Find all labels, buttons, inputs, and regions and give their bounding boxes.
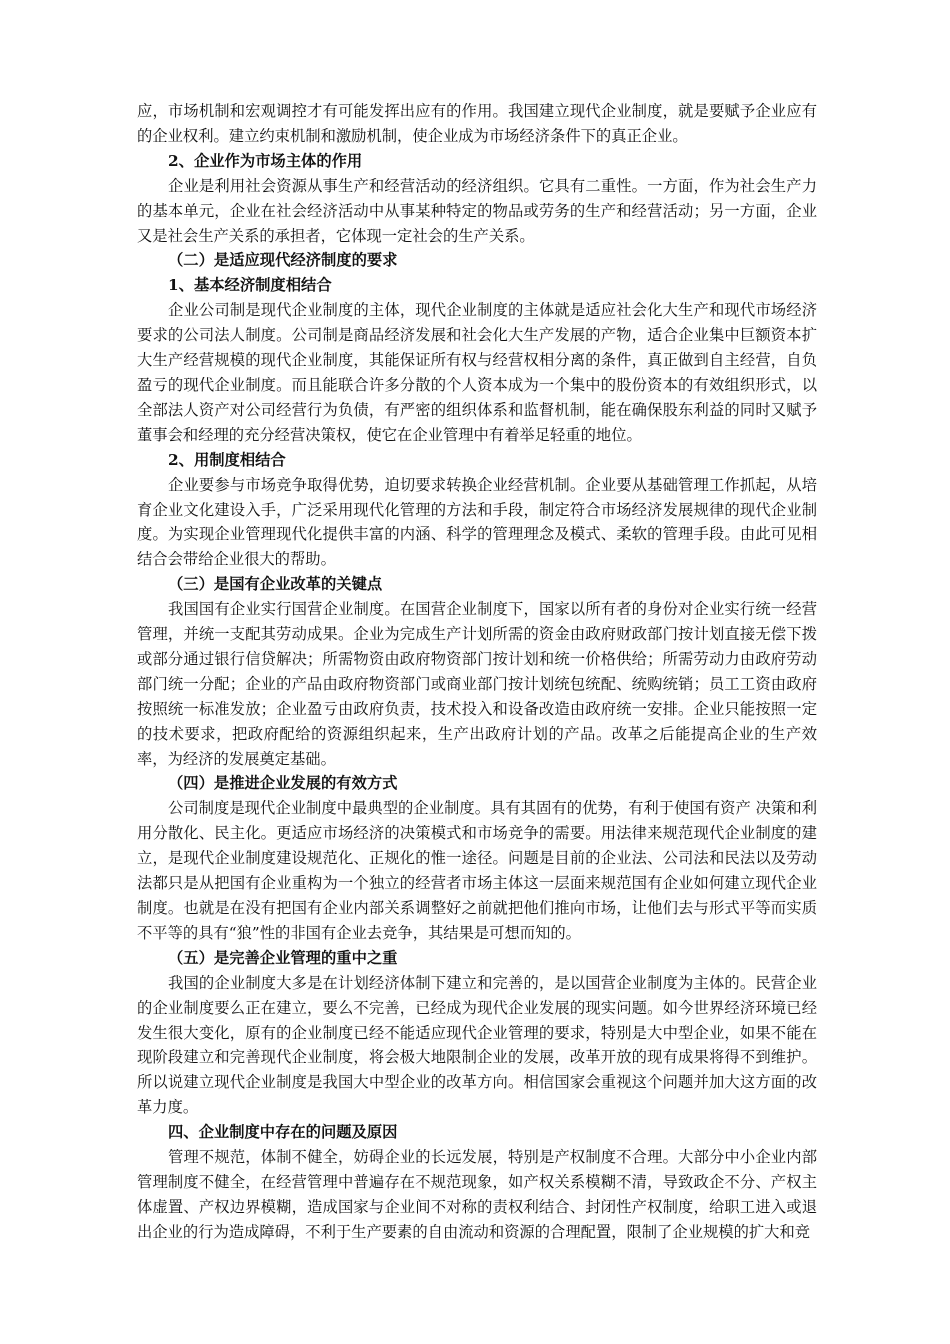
paragraph: 企业是利用社会资源从事生产和经营活动的经济组织。它具有二重性。一方面，作为社会生产力的基本单元，企业在社会经济活动中从事某种特定的物品或劳务的生产和经营活动；另一方面，企业又是社会生产关系的承担者，它体现一定社会的生产关系。 — [137, 176, 817, 245]
section-heading: 2、企业作为市场主体的作用 — [168, 151, 363, 170]
paragraph: 公司制度是现代企业制度中最典型的企业制度。具有其固有的优势，有利于使国有资产 决策和利用分散化、民主化。更适应市场经济的决策模式和市场竞争的需要。用法律来规范现代企业制度的建立，是现代企业制度建设规范化、正规化的惟一途径。问题是目前的企业法、公司法和民法以及劳动法都只是从把国有企业重构为一个独立的经营者市场主体这一层面来规范国有企业如何建立现代企业制度。也就是在没有把国有企业内部关系调整好之前就把他们推向市场，让他们去与形式平等而实质不平等的具有“狼”性的非国有企业去竞争，其结果是可想而知的。 — [137, 799, 817, 942]
section-heading: 四、企业制度中存在的问题及原因 — [168, 1123, 398, 1142]
document-page — [137, 99, 817, 1245]
section-heading: （五）是完善企业管理的重中之重 — [168, 948, 398, 967]
section-heading: （三）是国有企业改革的关键点 — [168, 575, 383, 594]
paragraph: 我国国有企业实行国营企业制度。在国营企业制度下，国家以所有者的身份对企业实行统一经营管理，并统一支配其劳动成果。企业为完成生产计划所需的资金由政府财政部门按计划直接无偿下拨或部分通过银行信贷解决；所需物资由政府物资部门按计划和统一价格供给；所需劳动力由政府劳动部门统一分配；企业的产品由政府物资部门或商业部门按计划统包统配、统购统销；员工工资由政府按照统一标准发放；企业盈亏由政府负责，技术投入和设备改造由政府统一安排。企业只能按照一定的技术要求，把政府配给的资源组织起来，生产出政府计划的产品。改革之后能提高企业的生产效率，为经济的发展奠定基础。 — [137, 600, 817, 768]
section-heading: （四）是推进企业发展的有效方式 — [168, 774, 398, 793]
section-heading: 1、基本经济制度相结合 — [168, 276, 332, 295]
paragraph: 应，市场机制和宏观调控才有可能发挥出应有的作用。我国建立现代企业制度，就是要赋予企业应有的企业权利。建立约束机制和激励机制，使企业成为市场经济条件下的真正企业。 — [137, 102, 817, 145]
paragraph: 企业公司制是现代企业制度的主体，现代企业制度的主体就是适应社会化大生产和现代市场经济要求的公司法人制度。公司制是商品经济发展和社会化大生产发展的产物，适合企业集中巨额资本扩大生产经营规模的现代企业制度，其能保证所有权与经营权相分离的条件，真正做到自主经营，自负盈亏的现代企业制度。而且能联合许多分散的个人资本成为一个集中的股份资本的有效组织形式，以全部法人资产对公司经营行为负债，有严密的组织体系和监督机制，能在确保股东利益的同时又赋予董事会和经理的充分经营决策权，使它在企业管理中有着举足轻重的地位。 — [137, 301, 817, 444]
section-heading: 2、用制度相结合 — [168, 450, 286, 469]
paragraph: 企业要参与市场竞争取得优势，迫切要求转换企业经营机制。企业要从基础管理工作抓起，从培育企业文化建设入手，广泛采用现代化管理的方法和手段，制定符合市场经济发展规律的现代企业制度。为实现企业管理现代化提供丰富的内涵、科学的管理理念及模式、柔软的管理手段。由此可见相结合会带给企业很大的帮助。 — [137, 475, 817, 569]
paragraph: 我国的企业制度大多是在计划经济体制下建立和完善的，是以国营企业制度为主体的。民营企业的企业制度要么正在建立，要么不完善，已经成为现代企业发展的现实问题。如今世界经济环境已经发生很大变化，原有的企业制度已经不能适应现代企业管理的要求，特别是大中型企业，如果不能在现阶段建立和完善现代企业制度，将会极大地限制企业的发展，改革开放的现有成果将得不到维护。所以说建立现代企业制度是我国大中型企业的改革方向。相信国家会重视这个问题并加大这方面的改革力度。 — [137, 973, 817, 1117]
section-heading: （二）是适应现代经济制度的要求 — [168, 251, 398, 270]
paragraph: 管理不规范，体制不健全，妨碍企业的长远发展，特别是产权制度不合理。大部分中小企业内部管理制度不健全，在经营管理中普遍存在不规范现象，如产权关系模糊不清，导致政企不分、产权主体虚置、产权边界模糊，造成国家与企业间不对称的责权利结合、封闭性产权制度，给职工进入或退出企业的行为造成障碍，不利于生产要素的自由流动和资源的合理配置，限制了企业规模的扩大和竞 — [137, 1148, 817, 1241]
